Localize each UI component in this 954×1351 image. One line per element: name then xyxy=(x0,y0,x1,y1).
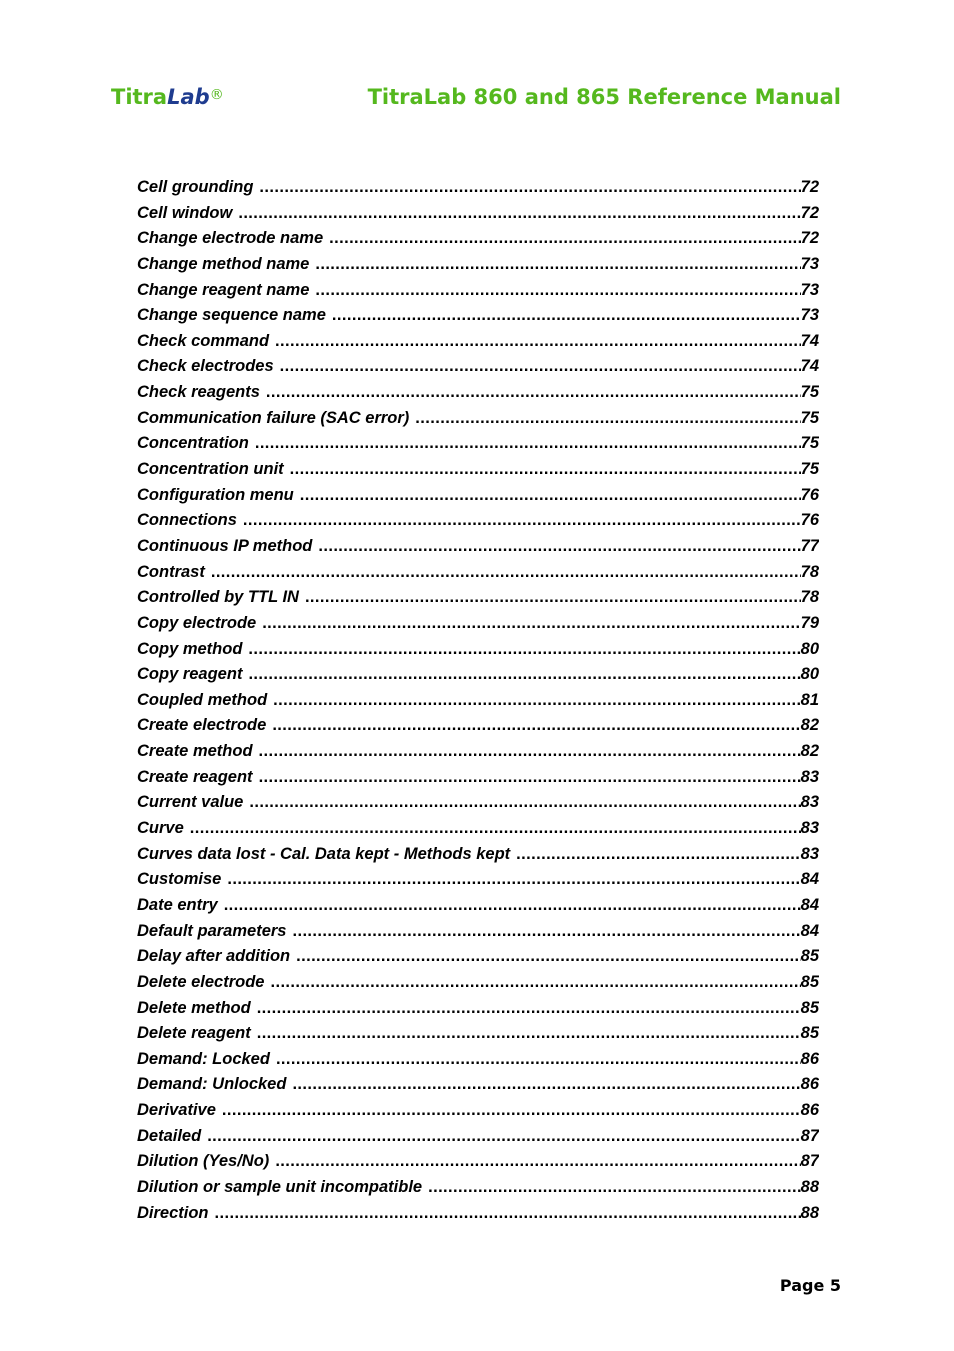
toc-dot-leader xyxy=(276,1048,801,1070)
logo-lab-text: Lab xyxy=(167,85,210,109)
toc-dot-leader xyxy=(272,714,800,736)
toc-entry-label: Dilution (Yes/No) xyxy=(137,1152,270,1171)
toc-entry[interactable] xyxy=(137,458,819,484)
toc-entry[interactable] xyxy=(137,894,819,920)
toc-entry[interactable] xyxy=(137,612,819,638)
toc-entry-page: 85 xyxy=(800,947,819,966)
toc-dot-leader xyxy=(266,381,801,403)
toc-entry-label: Create reagent xyxy=(137,767,253,786)
brand-logo xyxy=(111,84,224,110)
toc-dot-leader xyxy=(315,279,800,301)
toc-entry[interactable] xyxy=(137,1202,819,1228)
toc-entry-label: Contrast xyxy=(137,562,205,581)
toc-entry[interactable] xyxy=(137,484,819,510)
toc-entry-label: Copy electrode xyxy=(137,613,257,632)
toc-entry-page: 85 xyxy=(800,972,819,991)
toc-entry-label: Cell window xyxy=(137,203,233,222)
toc-entry[interactable] xyxy=(137,535,819,561)
toc-entry[interactable] xyxy=(137,1073,819,1099)
toc-entry-page: 83 xyxy=(800,793,819,812)
page-number: Page 5 xyxy=(779,1276,841,1295)
toc-entry-page: 84 xyxy=(800,870,819,889)
toc-entry-page: 79 xyxy=(800,613,819,632)
toc-entry-label: Delete electrode xyxy=(137,972,265,991)
toc-dot-leader xyxy=(259,740,801,762)
toc-entry[interactable] xyxy=(137,227,819,253)
toc-entry-label: Check reagents xyxy=(137,383,260,402)
toc-entry[interactable] xyxy=(137,1048,819,1074)
toc-dot-leader xyxy=(222,1099,801,1121)
toc-dot-leader xyxy=(280,355,801,377)
toc-entry-label: Current value xyxy=(137,793,244,812)
toc-entry-label: Check command xyxy=(137,331,270,350)
toc-entry-label: Communication failure (SAC error) xyxy=(137,408,410,427)
toc-entry[interactable] xyxy=(137,304,819,330)
toc-dot-leader xyxy=(275,330,801,352)
toc-entry-label: Date entry xyxy=(137,895,218,914)
toc-dot-leader xyxy=(257,997,801,1019)
toc-entry[interactable] xyxy=(137,740,819,766)
toc-entry[interactable] xyxy=(137,432,819,458)
toc-entry-label: Change method name xyxy=(137,254,310,273)
toc-entry-page: 84 xyxy=(800,895,819,914)
toc-dot-leader xyxy=(215,1202,801,1224)
toc-dot-leader xyxy=(318,535,800,557)
toc-entry-label: Delete method xyxy=(137,998,251,1017)
logo-titra-text: Titra xyxy=(111,85,168,109)
toc-entry-page: 81 xyxy=(800,690,819,709)
toc-entry-page: 82 xyxy=(800,716,819,735)
toc-entry-page: 86 xyxy=(800,1101,819,1120)
toc-dot-leader xyxy=(207,1125,800,1147)
toc-dot-leader xyxy=(255,432,801,454)
toc-entry-page: 86 xyxy=(800,1049,819,1068)
toc-dot-leader xyxy=(259,176,800,198)
toc-entry-label: Change reagent name xyxy=(137,280,310,299)
toc-entry-page: 85 xyxy=(800,1024,819,1043)
toc-dot-leader xyxy=(270,971,800,993)
toc-dot-leader xyxy=(243,509,801,531)
toc-entry[interactable] xyxy=(137,945,819,971)
toc-entry-page: 75 xyxy=(800,434,819,453)
toc-entry-page: 77 xyxy=(800,536,819,555)
toc-dot-leader xyxy=(224,894,801,916)
toc-dot-leader xyxy=(428,1176,801,1198)
toc-entry[interactable] xyxy=(137,868,819,894)
toc-entry-page: 76 xyxy=(800,511,819,530)
toc-entry[interactable] xyxy=(137,1125,819,1151)
toc-entry-page: 84 xyxy=(800,921,819,940)
toc-entry-label: Copy method xyxy=(137,639,243,658)
toc-dot-leader xyxy=(259,766,801,788)
toc-entry-page: 74 xyxy=(800,357,819,376)
toc-entry-label: Copy reagent xyxy=(137,665,243,684)
toc-dot-leader xyxy=(248,638,800,660)
toc-entry[interactable] xyxy=(137,997,819,1023)
toc-entry-label: Configuration menu xyxy=(137,485,294,504)
toc-entry[interactable] xyxy=(137,1176,819,1202)
toc-entry-label: Curve xyxy=(137,819,184,838)
toc-entry-label: Curves data lost - Cal. Data kept - Methods kept xyxy=(137,844,511,863)
toc-entry-label: Create electrode xyxy=(137,716,267,735)
toc-entry-page: 87 xyxy=(800,1126,819,1145)
toc-entry-page: 75 xyxy=(800,408,819,427)
toc-entry-label: Demand: Unlocked xyxy=(137,1075,287,1094)
toc-entry-page: 85 xyxy=(800,998,819,1017)
toc-entry[interactable] xyxy=(137,791,819,817)
toc-entry[interactable] xyxy=(137,279,819,305)
toc-entry[interactable] xyxy=(137,355,819,381)
toc-entry-label: Continuous IP method xyxy=(137,536,313,555)
toc-entry-page: 73 xyxy=(800,254,819,273)
toc-dot-leader xyxy=(238,202,800,224)
toc-dot-leader xyxy=(262,612,800,634)
toc-dot-leader xyxy=(292,920,800,942)
toc-entry[interactable] xyxy=(137,766,819,792)
toc-dot-leader xyxy=(329,227,801,249)
toc-dot-leader xyxy=(292,1073,800,1095)
toc-dot-leader xyxy=(249,791,800,813)
toc-entry-page: 72 xyxy=(800,203,819,222)
toc-entry[interactable] xyxy=(137,330,819,356)
toc-entry-page: 87 xyxy=(800,1152,819,1171)
toc-entry-label: Controlled by TTL IN xyxy=(137,588,299,607)
toc-entry[interactable] xyxy=(137,253,819,279)
toc-entry-page: 78 xyxy=(800,588,819,607)
toc-entry[interactable] xyxy=(137,1150,819,1176)
toc-entry[interactable] xyxy=(137,176,819,202)
toc-entry-label: Create method xyxy=(137,742,253,761)
manual-title: TitraLab 860 and 865 Reference Manual xyxy=(367,85,841,109)
toc-entry-page: 72 xyxy=(800,229,819,248)
toc-entry-page: 74 xyxy=(800,331,819,350)
toc-entry-label: Coupled method xyxy=(137,690,268,709)
toc-entry-label: Demand: Locked xyxy=(137,1049,270,1068)
toc-entry[interactable] xyxy=(137,689,819,715)
toc-entry[interactable] xyxy=(137,714,819,740)
toc-entry-page: 75 xyxy=(800,383,819,402)
toc-entry-label: Check electrodes xyxy=(137,357,274,376)
toc-entry-page: 78 xyxy=(800,562,819,581)
toc-entry-label: Detailed xyxy=(137,1126,202,1145)
toc-entry-page: 75 xyxy=(800,460,819,479)
registered-mark: ® xyxy=(209,87,224,103)
toc-entry-page: 88 xyxy=(800,1203,819,1222)
table-of-contents xyxy=(137,176,819,1227)
toc-dot-leader xyxy=(300,484,801,506)
toc-entry[interactable] xyxy=(137,663,819,689)
toc-dot-leader xyxy=(257,1022,801,1044)
toc-entry-page: 88 xyxy=(800,1177,819,1196)
toc-entry-label: Concentration unit xyxy=(137,460,284,479)
toc-entry-page: 76 xyxy=(800,485,819,504)
toc-dot-leader xyxy=(227,868,800,890)
toc-entry[interactable] xyxy=(137,920,819,946)
toc-entry[interactable] xyxy=(137,381,819,407)
toc-entry-label: Delete reagent xyxy=(137,1024,251,1043)
toc-entry-label: Delay after addition xyxy=(137,947,291,966)
toc-dot-leader xyxy=(273,689,800,711)
toc-dot-leader xyxy=(275,1150,800,1172)
toc-entry[interactable] xyxy=(137,817,819,843)
toc-dot-leader xyxy=(305,586,801,608)
toc-entry[interactable] xyxy=(137,638,819,664)
toc-entry-page: 73 xyxy=(800,280,819,299)
toc-entry-page: 83 xyxy=(800,844,819,863)
toc-entry-page: 83 xyxy=(800,819,819,838)
toc-entry-label: Direction xyxy=(137,1203,209,1222)
toc-entry-label: Customise xyxy=(137,870,222,889)
toc-dot-leader xyxy=(332,304,801,326)
toc-dot-leader xyxy=(190,817,801,839)
toc-entry[interactable] xyxy=(137,509,819,535)
toc-entry-page: 83 xyxy=(800,767,819,786)
toc-entry[interactable] xyxy=(137,1099,819,1125)
toc-entry-label: Change sequence name xyxy=(137,306,326,325)
toc-dot-leader xyxy=(296,945,801,967)
toc-entry[interactable] xyxy=(137,1022,819,1048)
toc-entry[interactable] xyxy=(137,586,819,612)
toc-dot-leader xyxy=(211,561,801,583)
toc-entry[interactable] xyxy=(137,407,819,433)
toc-entry[interactable] xyxy=(137,971,819,997)
toc-dot-leader xyxy=(415,407,800,429)
toc-dot-leader xyxy=(290,458,801,480)
toc-entry-label: Derivative xyxy=(137,1101,216,1120)
toc-entry-label: Concentration xyxy=(137,434,249,453)
toc-entry-page: 73 xyxy=(800,306,819,325)
toc-entry-page: 80 xyxy=(800,639,819,658)
toc-entry-label: Change electrode name xyxy=(137,229,324,248)
toc-entry[interactable] xyxy=(137,202,819,228)
toc-entry-page: 80 xyxy=(800,665,819,684)
toc-dot-leader xyxy=(315,253,800,275)
toc-entry-label: Dilution or sample unit incompatible xyxy=(137,1177,423,1196)
toc-entry-label: Connections xyxy=(137,511,237,530)
toc-dot-leader xyxy=(516,843,800,865)
toc-entry-label: Default parameters xyxy=(137,921,287,940)
toc-entry[interactable] xyxy=(137,561,819,587)
toc-dot-leader xyxy=(248,663,800,685)
toc-entry-page: 82 xyxy=(800,742,819,761)
toc-entry-label: Cell grounding xyxy=(137,178,254,196)
toc-entry-page: 72 xyxy=(800,178,819,196)
toc-entry[interactable] xyxy=(137,843,819,869)
toc-entry-page: 86 xyxy=(800,1075,819,1094)
